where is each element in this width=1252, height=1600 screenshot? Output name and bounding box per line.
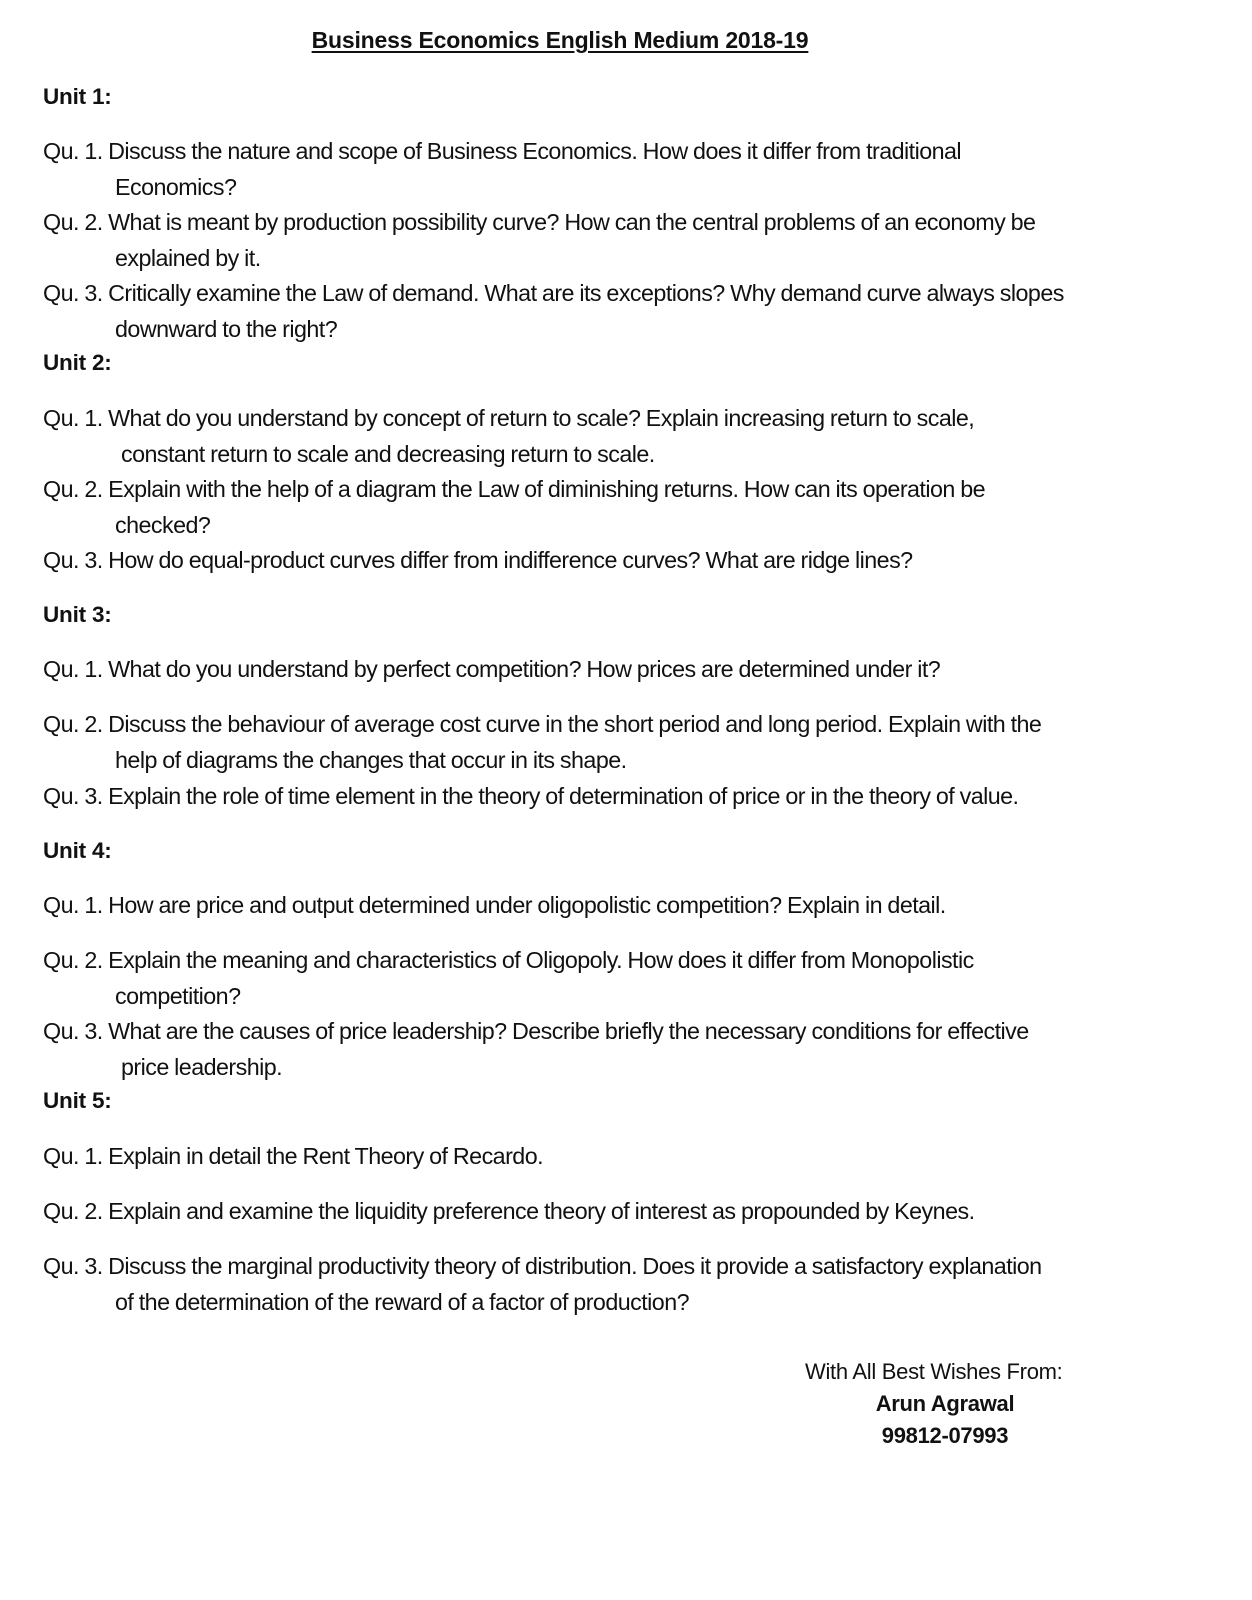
unit-4-question-1 (43, 888, 1203, 924)
question-label: Qu. 3. (43, 280, 103, 306)
question-label: Qu. 3. (43, 547, 103, 573)
question-label: Qu. 2. (43, 947, 103, 973)
unit-1-question-1 (43, 134, 1203, 205)
question-text: What do you understand by concept of return to scale? Explain increasing return to scale, (108, 405, 975, 431)
question-label: Qu. 1. (43, 1143, 103, 1169)
question-label: Qu. 2. (43, 209, 103, 235)
document-title: Business Economics English Medium 2018-19 (311, 27, 809, 53)
question-text-continued: of the determination of the reward of a factor of production? (115, 1288, 690, 1315)
unit-2-heading: Unit 2: (43, 350, 112, 375)
question-label: Qu. 2. (43, 476, 103, 502)
question-text: Discuss the nature and scope of Business Economics. How does it differ from traditional (108, 138, 962, 164)
question-label: Qu. 1. (43, 138, 103, 164)
question-text-continued: competition? (115, 982, 241, 1009)
question-text-continued: explained by it. (115, 244, 261, 271)
question-label: Qu. 1. (43, 656, 103, 682)
question-text-continued: price leadership. (121, 1053, 283, 1080)
unit-1-heading: Unit 1: (43, 84, 112, 109)
unit-1-question-3 (43, 276, 1203, 347)
unit-2-question-3 (43, 543, 1203, 579)
question-text-continued: checked? (115, 511, 211, 538)
signature-name: Arun Agrawal (875, 1391, 1015, 1416)
question-text: Discuss the behaviour of average cost curve in the short period and long period. Explain with the (108, 711, 1042, 737)
question-text: What do you understand by perfect competition? How prices are determined under it? (108, 656, 941, 682)
question-text: What are the causes of price leadership? Describe briefly the necessary conditions for effective (108, 1018, 1029, 1044)
unit-2-question-1 (43, 401, 1203, 472)
question-text: Explain the role of time element in the theory of determination of price or in the theory of value. (108, 783, 1019, 809)
unit-2-question-2 (43, 472, 1203, 543)
question-text: How do equal-product curves differ from indifference curves? What are ridge lines? (108, 547, 913, 573)
unit-3-question-1 (43, 652, 1203, 688)
question-text-continued: downward to the right? (115, 315, 338, 342)
unit-3-question-3 (43, 779, 1203, 815)
unit-4-heading: Unit 4: (43, 838, 112, 863)
unit-3-heading: Unit 3: (43, 602, 112, 627)
question-text: What is meant by production possibility curve? How can the central problems of an economy be (108, 209, 1036, 235)
unit-4-question-3 (43, 1014, 1203, 1085)
question-text-continued: Economics? (115, 173, 237, 200)
signature-block (805, 1356, 1075, 1452)
question-label: Qu. 2. (43, 711, 103, 737)
question-text: Explain and examine the liquidity preference theory of interest as propounded by Keynes. (108, 1198, 975, 1224)
question-text: Explain the meaning and characteristics of Oligopoly. How does it differ from Monopolistic (108, 947, 974, 973)
question-label: Qu. 2. (43, 1198, 103, 1224)
question-label: Qu. 3. (43, 1253, 103, 1279)
question-text-continued: constant return to scale and decreasing return to scale. (121, 440, 655, 467)
question-text: Critically examine the Law of demand. What are its exceptions? Why demand curve always slopes (108, 280, 1064, 306)
signature-phone: 99812-07993 (881, 1423, 1009, 1448)
unit-3-question-2 (43, 707, 1203, 778)
question-text: Explain in detail the Rent Theory of Recardo. (108, 1143, 544, 1169)
unit-5-question-2 (43, 1194, 1203, 1230)
unit-4-question-2 (43, 943, 1203, 1014)
unit-5-heading: Unit 5: (43, 1088, 112, 1113)
question-label: Qu. 3. (43, 783, 103, 809)
question-label: Qu. 1. (43, 892, 103, 918)
question-text: Discuss the marginal productivity theory of distribution. Does it provide a satisfactory explanation (108, 1253, 1042, 1279)
question-label: Qu. 3. (43, 1018, 103, 1044)
unit-5-question-3 (43, 1249, 1203, 1320)
unit-1-question-2 (43, 205, 1203, 276)
unit-5-question-1 (43, 1139, 1203, 1175)
question-text: How are price and output determined under oligopolistic competition? Explain in detail. (108, 892, 946, 918)
signature-greeting: With All Best Wishes From: (805, 1359, 1063, 1384)
question-label: Qu. 1. (43, 405, 103, 431)
question-text-continued: help of diagrams the changes that occur in its shape. (115, 746, 627, 773)
question-text: Explain with the help of a diagram the Law of diminishing returns. How can its operation be (108, 476, 986, 502)
